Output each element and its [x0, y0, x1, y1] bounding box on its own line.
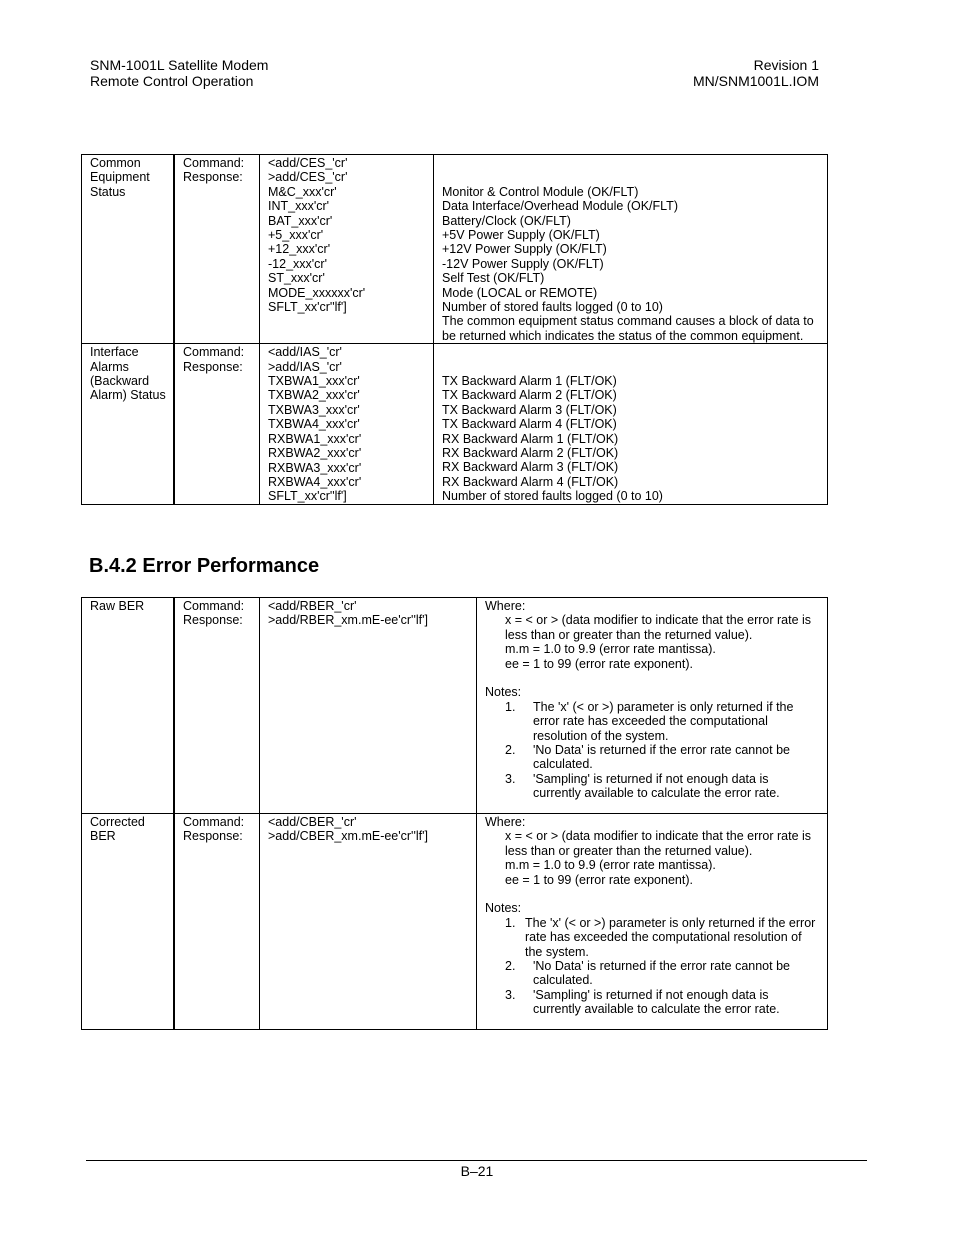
description-cell [434, 155, 828, 344]
note-number: 2. [505, 743, 516, 758]
note-text: 'Sampling' is returned if not enough data is currently available to calculate the error rate. [533, 987, 780, 1017]
note-number: 2. [505, 959, 516, 974]
note-text: The 'x' (< or >) parameter is only returned if the error rate has exceeded the computational resolution of the system. [525, 915, 816, 959]
cell-line: Equipment [90, 170, 150, 185]
cell-line: MODE_xxxxxx'cr' [268, 285, 366, 300]
cell-line: >add/IAS_'cr' [268, 359, 342, 374]
note-text: 'No Data' is returned if the error rate cannot be calculated. [533, 743, 790, 772]
error-performance-table [81, 597, 828, 1030]
command-type-cell [174, 598, 260, 814]
cell-line: <add/IAS_'cr' [268, 345, 342, 360]
cell-line: be returned which indicates the status of the common equipment. [442, 328, 804, 343]
cell-line: Status [90, 184, 126, 199]
cell-line: TXBWA3_xxx'cr' [268, 402, 360, 417]
cell-line: +12_xxx'cr' [268, 242, 331, 257]
doc-chapter: Remote Control Operation [90, 73, 254, 89]
description-cell [434, 344, 828, 504]
page-number: B–21 [460, 1163, 494, 1179]
status-command-table [81, 154, 828, 505]
table-row [82, 814, 828, 1030]
cell-line: >add/CES_'cr' [268, 170, 348, 185]
note-item [485, 772, 819, 801]
note-item [485, 988, 819, 1017]
cell-line: RXBWA4_xxx'cr' [268, 474, 362, 489]
cell-line: RX Backward Alarm 2 (FLT/OK) [442, 446, 619, 461]
cell-line: SFLT_xx'cr''lf'] [268, 489, 347, 504]
where-item: ee = 1 to 99 (error rate exponent). [505, 656, 693, 671]
note-text: The 'x' (< or >) parameter is only returned if the error rate has exceeded the computational resolution of the system. [533, 699, 794, 743]
note-number: 1. [505, 915, 516, 930]
table-row [82, 155, 828, 344]
note-text: 'No Data' is returned if the error rate cannot be calculated. [533, 959, 790, 988]
footer-divider [86, 1160, 867, 1161]
cell-line: Raw BER [90, 599, 145, 613]
cell-line: Response: [183, 829, 243, 844]
cell-line: TX Backward Alarm 4 (FLT/OK) [442, 417, 617, 432]
note-item [485, 700, 819, 743]
cell-line: RX Backward Alarm 3 (FLT/OK) [442, 460, 619, 475]
cell-line: <add/CES_'cr' [268, 156, 348, 170]
cell-line: <add/CBER_'cr' [268, 815, 357, 829]
cell-line: >add/RBER_xm.mE-ee'cr''lf'] [268, 613, 428, 628]
cell-line: M&C_xxx'cr' [268, 184, 337, 199]
cell-line: Corrected [90, 815, 145, 829]
where-item: m.m = 1.0 to 9.9 (error rate mantissa). [505, 642, 716, 657]
cell-line: +5_xxx'cr' [268, 228, 324, 243]
cell-line: -12V Power Supply (OK/FLT) [442, 256, 604, 271]
cell-line: Battery/Clock (OK/FLT) [442, 213, 571, 228]
note-item [485, 916, 819, 959]
cell-line: Command: [183, 815, 245, 829]
cell-line: Number of stored faults logged (0 to 10) [442, 489, 663, 504]
where-item: m.m = 1.0 to 9.9 (error rate mantissa). [505, 858, 716, 873]
cell-line: RXBWA1_xxx'cr' [268, 431, 362, 446]
cell-line: Monitor & Control Module (OK/FLT) [442, 184, 639, 199]
doc-title: SNM-1001L Satellite Modem [90, 57, 269, 73]
cell-line: TX Backward Alarm 3 (FLT/OK) [442, 402, 617, 417]
parameter-name-cell [82, 155, 175, 344]
cell-line: BER [90, 829, 116, 844]
cell-line: TXBWA1_xxx'cr' [268, 374, 360, 389]
cell-line: >add/CBER_xm.mE-ee'cr''lf'] [268, 829, 428, 844]
cell-line: TX Backward Alarm 1 (FLT/OK) [442, 374, 617, 389]
cell-line: +12V Power Supply (OK/FLT) [442, 242, 607, 257]
cell-line: RX Backward Alarm 4 (FLT/OK) [442, 474, 619, 489]
page-header-right [693, 57, 819, 89]
cell-line: Alarms [90, 359, 129, 374]
cell-line: TX Backward Alarm 2 (FLT/OK) [442, 388, 617, 403]
page-header-left [90, 57, 268, 89]
cell-line: Interface [90, 345, 139, 360]
syntax-cell [260, 344, 434, 504]
note-item [485, 743, 819, 772]
notes-label: Notes: [485, 685, 522, 700]
command-type-cell [174, 344, 260, 504]
cell-line: ST_xxx'cr' [268, 271, 325, 286]
note-item [485, 959, 819, 988]
cell-line: -12_xxx'cr' [268, 256, 327, 271]
cell-line: Common [90, 156, 141, 170]
cell-line: Response: [183, 359, 243, 374]
cell-line: INT_xxx'cr' [268, 199, 330, 214]
where-item: ee = 1 to 99 (error rate exponent). [505, 872, 693, 887]
table-row [82, 598, 828, 814]
where-item: x = < or > (data modifier to indicate that the error rate is less than or greater than the returned value). [505, 613, 812, 642]
parameter-name-cell [82, 344, 175, 504]
cell-line: Data Interface/Overhead Module (OK/FLT) [442, 199, 678, 214]
cell-line: RXBWA2_xxx'cr' [268, 446, 362, 461]
notes-label: Notes: [485, 901, 522, 916]
cell-line: Number of stored faults logged (0 to 10) [442, 300, 663, 315]
section-heading: B.4.2 Error Performance [89, 555, 320, 577]
cell-line: Alarm) Status [90, 388, 166, 403]
cell-line: Command: [183, 156, 245, 170]
cell-line: <add/RBER_'cr' [268, 599, 357, 613]
cell-line: Mode (LOCAL or REMOTE) [442, 285, 598, 300]
parameter-name-cell [82, 598, 175, 814]
cell-line: Response: [183, 613, 243, 628]
description-cell [477, 598, 828, 814]
page-footer [0, 1163, 954, 1179]
cell-line: The common equipment status command causes a block of data to [442, 314, 814, 329]
cell-line: Response: [183, 170, 243, 185]
command-type-cell [174, 155, 260, 344]
note-number: 3. [505, 771, 516, 786]
cell-line: SFLT_xx'cr''lf'] [268, 300, 347, 315]
syntax-cell [260, 155, 434, 344]
cell-line: Command: [183, 345, 245, 360]
table-row [82, 344, 828, 504]
cell-line: BAT_xxx'cr' [268, 213, 333, 228]
cell-line: TXBWA4_xxx'cr' [268, 417, 360, 432]
syntax-cell [260, 814, 477, 1030]
note-text: 'Sampling' is returned if not enough data is currently available to calculate the error rate. [533, 771, 780, 801]
cell-line: RX Backward Alarm 1 (FLT/OK) [442, 431, 619, 446]
note-number: 1. [505, 699, 516, 714]
parameter-name-cell [82, 814, 175, 1030]
note-number: 3. [505, 987, 516, 1002]
description-cell [477, 814, 828, 1030]
cell-line: TXBWA2_xxx'cr' [268, 388, 360, 403]
cell-line: RXBWA3_xxx'cr' [268, 460, 362, 475]
command-type-cell [174, 814, 260, 1030]
cell-line: Command: [183, 599, 245, 613]
where-item: x = < or > (data modifier to indicate that the error rate is less than or greater than the returned value). [505, 829, 812, 858]
cell-line: (Backward [90, 374, 150, 389]
where-label: Where: [485, 599, 526, 613]
doc-revision: Revision 1 [753, 57, 819, 73]
cell-line: Self Test (OK/FLT) [442, 271, 545, 286]
doc-number: MN/SNM1001L.IOM [692, 73, 819, 89]
cell-line: +5V Power Supply (OK/FLT) [442, 228, 600, 242]
syntax-cell [260, 598, 477, 814]
where-label: Where: [485, 815, 526, 829]
